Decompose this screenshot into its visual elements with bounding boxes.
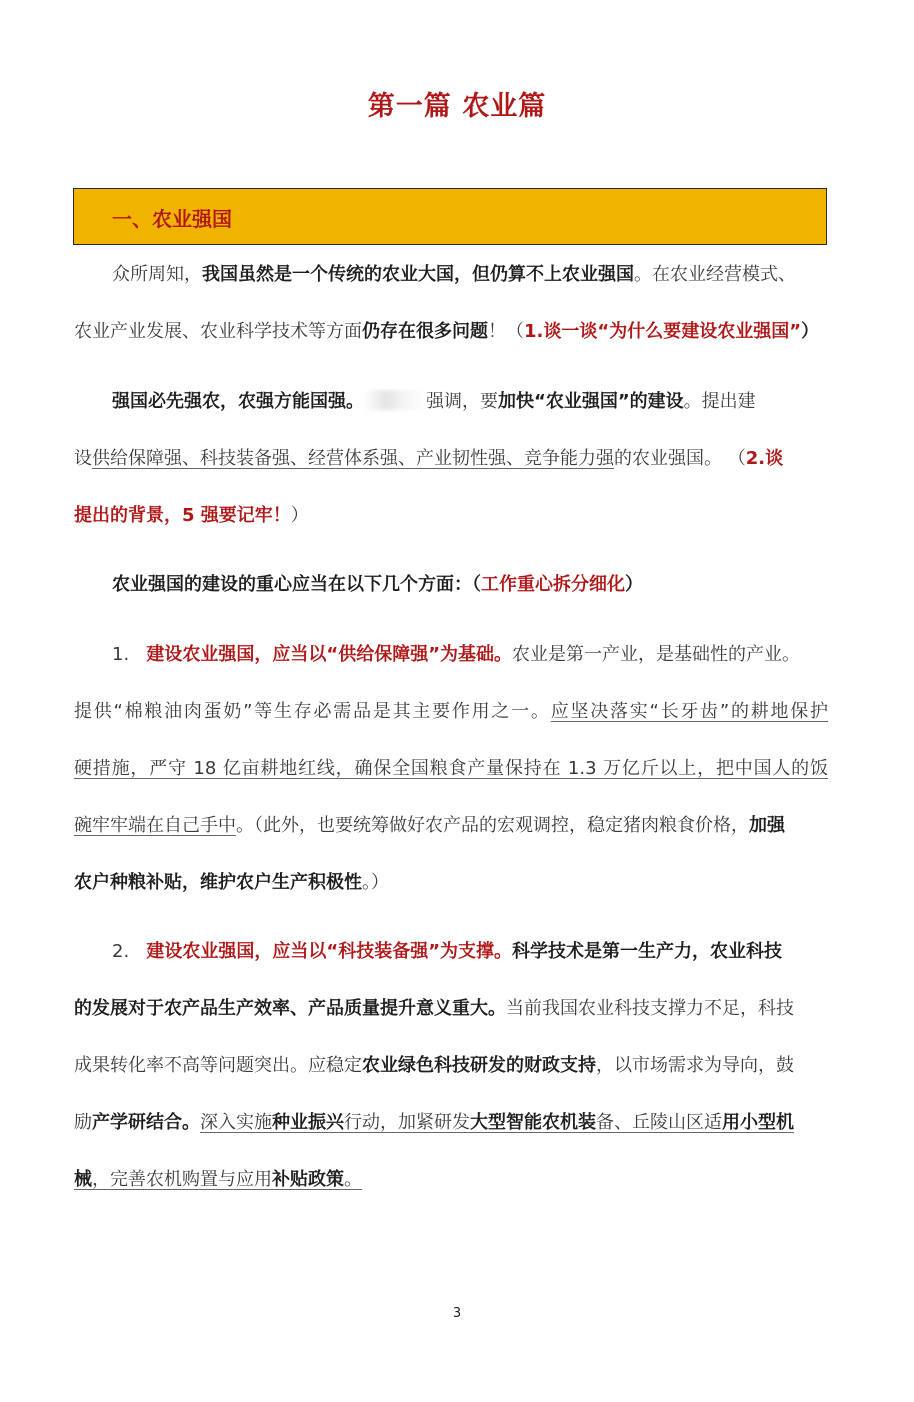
section-heading: 一、农业强国 bbox=[112, 207, 232, 231]
text-run: 的农业强国。 （ bbox=[614, 448, 746, 469]
text-run: 备、丘陵山区适 bbox=[596, 1112, 722, 1133]
red-highlight-text: 建设农业强国，应当以“科技装备强”为支撑。 bbox=[146, 941, 513, 962]
item-number: 2. bbox=[112, 941, 130, 962]
page-number: 3 bbox=[452, 1306, 462, 1321]
paragraph-3 bbox=[112, 572, 828, 598]
item-2-line-1 bbox=[112, 939, 828, 965]
section-heading-box bbox=[73, 188, 827, 245]
bold-text: ） bbox=[625, 574, 643, 595]
text-run: 。提出建 bbox=[683, 391, 756, 412]
red-highlight-text: 建设农业强国，应当以“供给保障强”为基础。 bbox=[146, 644, 513, 665]
text-run: 农业产业发展、农业科学技术等方面 bbox=[74, 321, 362, 342]
item-1-line-4 bbox=[74, 813, 828, 839]
red-highlight-text: 工作重心拆分细化 bbox=[481, 574, 625, 595]
underlined-text: 供给保障强、科技装备强、经营体系强、产业韧性强、竞争能力强 bbox=[92, 448, 614, 469]
text-run: 。在农业经营模式、 bbox=[634, 264, 796, 285]
text-run: 众所周知， bbox=[112, 264, 202, 285]
underlined-text: 碗牢牢端在自己手中 bbox=[74, 815, 236, 836]
text-run: ，完善农机购置与应用 bbox=[92, 1169, 272, 1190]
underlined-text: 硬措施，严守 18 亿亩耕地红线，确保全国粮食产量保持在 1.3 万亿斤以上，把中国人的饭 bbox=[74, 758, 828, 779]
bold-text: 种业振兴 bbox=[272, 1112, 344, 1133]
underlined-span bbox=[74, 1169, 362, 1190]
text-run: 农业是第一产业，是基础性的产业。 bbox=[512, 644, 801, 665]
text-run: ） bbox=[290, 505, 309, 526]
item-2-line-2 bbox=[74, 996, 828, 1022]
item-2-line-4 bbox=[74, 1110, 828, 1136]
text-run: 强调，要 bbox=[426, 391, 498, 412]
bold-text: 用小型机 bbox=[722, 1112, 794, 1133]
red-highlight-text: 2.谈 bbox=[745, 448, 784, 469]
text-run: 成果转化率不高等问题突出。应稳定 bbox=[74, 1055, 362, 1076]
item-number: 1. bbox=[112, 644, 130, 665]
bold-text: 农业强国的建设的重心应当在以下几个方面：（ bbox=[112, 574, 481, 595]
text-run: 励 bbox=[74, 1112, 92, 1133]
paragraph-2-line-3 bbox=[74, 503, 828, 529]
red-highlight-text: 1.谈一谈“为什么要建设农业强国” bbox=[524, 321, 802, 342]
bold-text: 农户种粮补贴，维护农户生产积极性 bbox=[74, 872, 362, 893]
bold-text: 强国必先强农，农强方能国强。 bbox=[112, 391, 364, 412]
item-1-line-3 bbox=[74, 756, 828, 782]
item-1-line-2 bbox=[74, 699, 828, 725]
paragraph-1-line-2 bbox=[74, 319, 828, 345]
paragraph-2-line-1 bbox=[112, 389, 828, 415]
page-title: 第一篇 农业篇 bbox=[367, 91, 547, 122]
bold-text: 科学技术是第一生产力，农业科技 bbox=[512, 941, 783, 962]
text-run: 提供“棉粮油肉蛋奶”等生存必需品是其主要作用之一。 bbox=[74, 701, 551, 722]
item-1-line-1 bbox=[112, 642, 828, 668]
item-2-line-3 bbox=[74, 1053, 828, 1079]
paragraph-1-line-1 bbox=[112, 262, 828, 288]
bold-text: 产学研结合。 bbox=[92, 1112, 200, 1133]
text-run: ） bbox=[801, 321, 820, 342]
item-1-line-5 bbox=[74, 870, 828, 896]
text-run: 设 bbox=[74, 448, 92, 469]
paragraph-2-line-2 bbox=[74, 446, 828, 472]
bold-text: 加强 bbox=[749, 815, 785, 836]
red-highlight-text: 提出的背景，5 强要记牢！ bbox=[74, 505, 291, 526]
bold-text: 大型智能农机装 bbox=[470, 1112, 596, 1133]
bold-text: 的发展对于农产品生产效率、产品质量提升意义重大。 bbox=[74, 998, 506, 1019]
underlined-span bbox=[200, 1112, 794, 1133]
bold-text: 农业绿色科技研发的财政支持 bbox=[362, 1055, 596, 1076]
item-2-line-5 bbox=[74, 1167, 828, 1193]
text-run: ，以市场需求为导向，鼓 bbox=[596, 1055, 794, 1076]
bold-text: 补贴政策 bbox=[272, 1169, 344, 1190]
blurred-redaction bbox=[364, 390, 426, 410]
text-run: 深入实施 bbox=[200, 1112, 272, 1133]
bold-text: 械 bbox=[74, 1169, 92, 1190]
text-run: 当前我国农业科技支撑力不足，科技 bbox=[506, 998, 794, 1019]
text-run: ！（ bbox=[488, 321, 524, 342]
text-run: 行动，加紧研发 bbox=[344, 1112, 470, 1133]
bold-text: 仍存在很多问题 bbox=[362, 321, 488, 342]
text-run: 。 bbox=[344, 1169, 362, 1190]
text-run: 。） bbox=[362, 872, 389, 893]
bold-text: 加快“农业强国”的建设 bbox=[498, 391, 684, 412]
underlined-text: 应坚决落实“长牙齿”的耕地保护 bbox=[550, 701, 828, 722]
bold-text: 我国虽然是一个传统的农业大国，但仍算不上农业强国 bbox=[202, 264, 634, 285]
text-run: 。（此外，也要统筹做好农产品的宏观调控，稳定猪肉粮食价格， bbox=[236, 815, 749, 836]
